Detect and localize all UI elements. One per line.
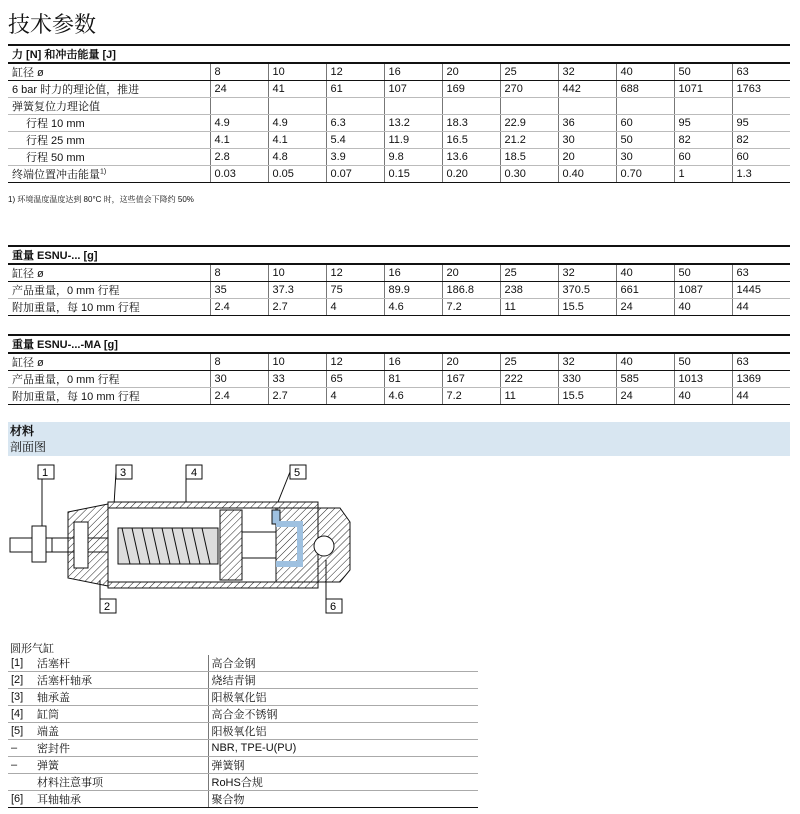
cell-value: 4.1 <box>268 132 326 149</box>
table-title: 力 [N] 和冲击能量 [J] <box>8 45 790 63</box>
bore-value: 50 <box>674 353 732 371</box>
svg-text:1: 1 <box>42 467 49 479</box>
svg-text:4: 4 <box>191 467 198 479</box>
cell-value: 9.8 <box>384 149 442 166</box>
cell-value: 370.5 <box>558 282 616 299</box>
bore-value: 10 <box>268 353 326 371</box>
cell-value: 33 <box>268 371 326 388</box>
cell-value: 40 <box>674 388 732 405</box>
cell-value: 0.07 <box>326 166 384 183</box>
cell-value: 4.1 <box>210 132 268 149</box>
cell-value: 442 <box>558 81 616 98</box>
cross-section-drawing <box>8 460 368 624</box>
callout-3 <box>114 465 132 505</box>
row-label <box>8 98 210 115</box>
cell-value: 4.9 <box>268 115 326 132</box>
cell-value: 167 <box>442 371 500 388</box>
cell-value: 30 <box>616 149 674 166</box>
cell-value <box>326 98 384 115</box>
row-label <box>8 132 210 149</box>
cell-value: 15.5 <box>558 388 616 405</box>
bore-label: 缸径 ø <box>8 63 210 81</box>
cell-value: 0.70 <box>616 166 674 183</box>
part-material: 高合金钢 <box>208 655 478 672</box>
page-title: 技术参数 <box>8 13 97 38</box>
cell-value: 222 <box>500 371 558 388</box>
bore-value: 12 <box>326 63 384 81</box>
part-name: 活塞杆 <box>34 655 208 672</box>
weight-table <box>8 245 790 316</box>
cell-value: 0.30 <box>500 166 558 183</box>
cell-value: 5.4 <box>326 132 384 149</box>
part-number: [5] <box>8 723 34 740</box>
cell-value: 238 <box>500 282 558 299</box>
section-view-label: 剖面图 <box>10 440 47 454</box>
cell-value: 107 <box>384 81 442 98</box>
bore-value: 32 <box>558 63 616 81</box>
cell-value: 0.15 <box>384 166 442 183</box>
cell-value: 89.9 <box>384 282 442 299</box>
table-row <box>8 388 790 405</box>
cell-value: 50 <box>616 132 674 149</box>
cell-value <box>616 98 674 115</box>
table-row <box>8 149 790 166</box>
bore-value: 25 <box>500 63 558 81</box>
cell-value: 1445 <box>732 282 790 299</box>
cell-value: 75 <box>326 282 384 299</box>
row-label <box>8 282 210 299</box>
cell-value: 2.7 <box>268 299 326 316</box>
cell-value: 60 <box>732 149 790 166</box>
row-label-text: 6 bar 时力的理论值，推进 <box>12 84 140 96</box>
bore-value: 10 <box>268 264 326 282</box>
part-material: 聚合物 <box>208 791 478 808</box>
cell-value: 169 <box>442 81 500 98</box>
cell-value: 11 <box>500 299 558 316</box>
part-material: NBR, TPE-U(PU) <box>208 740 478 757</box>
cell-value: 82 <box>674 132 732 149</box>
cell-value: 3.9 <box>326 149 384 166</box>
materials-header <box>8 422 790 456</box>
part-material: 高合金不锈钢 <box>208 706 478 723</box>
cell-value: 18.3 <box>442 115 500 132</box>
cell-value: 37.3 <box>268 282 326 299</box>
cell-value <box>442 98 500 115</box>
cell-value: 20 <box>558 149 616 166</box>
part-name: 缸筒 <box>34 706 208 723</box>
bore-value: 32 <box>558 353 616 371</box>
cell-value: 21.2 <box>500 132 558 149</box>
cell-value: 95 <box>732 115 790 132</box>
cell-value: 13.2 <box>384 115 442 132</box>
part-name: 轴承盖 <box>34 689 208 706</box>
part-name: 密封件 <box>34 740 208 757</box>
cell-value: 0.40 <box>558 166 616 183</box>
part-name: 弹簧 <box>34 757 208 774</box>
cell-value: 0.20 <box>442 166 500 183</box>
table-row <box>8 81 790 98</box>
cell-value: 60 <box>674 149 732 166</box>
part-number: [4] <box>8 706 34 723</box>
cell-value: 270 <box>500 81 558 98</box>
material-row <box>8 689 478 706</box>
cell-value: 44 <box>732 388 790 405</box>
cell-value: 4.8 <box>268 149 326 166</box>
part-material: 阳极氧化铝 <box>208 689 478 706</box>
material-row <box>8 655 478 672</box>
cell-value: 1763 <box>732 81 790 98</box>
cell-value: 1 <box>674 166 732 183</box>
cell-value: 1071 <box>674 81 732 98</box>
material-row <box>8 740 478 757</box>
cell-value: 2.4 <box>210 299 268 316</box>
bore-value: 16 <box>384 264 442 282</box>
cell-value: 40 <box>674 299 732 316</box>
table-row <box>8 132 790 149</box>
cell-value: 7.2 <box>442 388 500 405</box>
row-label-text: 产品重量，0 mm 行程 <box>12 374 120 386</box>
cell-value: 60 <box>616 115 674 132</box>
row-label <box>8 388 210 405</box>
row-label-text: 弹簧复位力理论值 <box>12 101 100 113</box>
row-label <box>8 115 210 132</box>
cell-value: 44 <box>732 299 790 316</box>
material-row <box>8 774 478 791</box>
cell-value: 7.2 <box>442 299 500 316</box>
cell-value: 36 <box>558 115 616 132</box>
row-label <box>8 371 210 388</box>
bore-value: 40 <box>616 63 674 81</box>
cell-value: 1.3 <box>732 166 790 183</box>
cell-value: 4.6 <box>384 299 442 316</box>
bore-value: 25 <box>500 353 558 371</box>
table-title: 重量 ESNU-... [g] <box>8 246 790 264</box>
bore-value: 63 <box>732 264 790 282</box>
part-number <box>8 774 34 791</box>
bore-value: 63 <box>732 63 790 81</box>
cell-value: 4.9 <box>210 115 268 132</box>
part-name: 耳轴轴承 <box>34 791 208 808</box>
bore-value: 8 <box>210 353 268 371</box>
cell-value <box>558 98 616 115</box>
svg-text:5: 5 <box>294 467 301 479</box>
materials-table <box>8 655 478 808</box>
force-table <box>8 44 790 183</box>
bore-value: 20 <box>442 264 500 282</box>
cell-value: 1087 <box>674 282 732 299</box>
cell-value: 1369 <box>732 371 790 388</box>
table-row <box>8 115 790 132</box>
svg-text:3: 3 <box>120 467 127 479</box>
cell-value: 30 <box>558 132 616 149</box>
bore-value: 32 <box>558 264 616 282</box>
row-label <box>8 81 210 98</box>
cell-value: 24 <box>210 81 268 98</box>
row-label <box>8 166 210 183</box>
cell-value <box>500 98 558 115</box>
cell-value: 24 <box>616 388 674 405</box>
table-row <box>8 98 790 115</box>
cell-value: 35 <box>210 282 268 299</box>
cell-value: 13.6 <box>442 149 500 166</box>
part-number: [3] <box>8 689 34 706</box>
table-row <box>8 166 790 183</box>
part-number: – <box>8 757 34 774</box>
table-row <box>8 371 790 388</box>
part-name: 活塞杆轴承 <box>34 672 208 689</box>
bore-value: 16 <box>384 63 442 81</box>
table-row <box>8 299 790 316</box>
cell-value: 0.05 <box>268 166 326 183</box>
part-material: 弹簧钢 <box>208 757 478 774</box>
cell-value: 15.5 <box>558 299 616 316</box>
cell-value: 1013 <box>674 371 732 388</box>
table-title: 重量 ESNU-...-MA [g] <box>8 335 790 353</box>
bore-value: 20 <box>442 63 500 81</box>
material-row <box>8 791 478 808</box>
cell-value: 11.9 <box>384 132 442 149</box>
bore-value: 20 <box>442 353 500 371</box>
row-label-text: 行程 10 mm <box>26 118 85 130</box>
footnote-marker: 1) <box>100 168 107 176</box>
bore-value: 8 <box>210 63 268 81</box>
cell-value: 61 <box>326 81 384 98</box>
material-row <box>8 672 478 689</box>
part-number: [6] <box>8 791 34 808</box>
cell-value: 688 <box>616 81 674 98</box>
bore-value: 25 <box>500 264 558 282</box>
cell-value <box>268 98 326 115</box>
cell-value: 81 <box>384 371 442 388</box>
cell-value: 18.5 <box>500 149 558 166</box>
part-name: 材料注意事项 <box>34 774 208 791</box>
callout-4 <box>186 465 202 505</box>
part-material: RoHS合规 <box>208 774 478 791</box>
weight-table-ma <box>8 334 790 405</box>
part-name: 端盖 <box>34 723 208 740</box>
table-row <box>8 282 790 299</box>
bore-value: 12 <box>326 353 384 371</box>
row-label <box>8 149 210 166</box>
material-row <box>8 757 478 774</box>
part-number: [1] <box>8 655 34 672</box>
svg-text:2: 2 <box>104 601 111 613</box>
cell-value <box>210 98 268 115</box>
cell-value: 22.9 <box>500 115 558 132</box>
bore-value: 10 <box>268 63 326 81</box>
cell-value: 2.7 <box>268 388 326 405</box>
bore-label: 缸径 ø <box>8 264 210 282</box>
cell-value: 0.03 <box>210 166 268 183</box>
bore-value: 40 <box>616 264 674 282</box>
row-label <box>8 299 210 316</box>
cell-value: 95 <box>674 115 732 132</box>
row-label-text: 行程 25 mm <box>26 135 85 147</box>
row-label-text: 附加重量，每 10 mm 行程 <box>12 391 140 403</box>
row-label-text: 附加重量，每 10 mm 行程 <box>12 302 140 314</box>
cell-value: 24 <box>616 299 674 316</box>
cell-value <box>674 98 732 115</box>
cell-value: 2.4 <box>210 388 268 405</box>
part-number: [2] <box>8 672 34 689</box>
cell-value: 6.3 <box>326 115 384 132</box>
cell-value: 330 <box>558 371 616 388</box>
cell-value: 186.8 <box>442 282 500 299</box>
cell-value: 2.8 <box>210 149 268 166</box>
svg-text:6: 6 <box>330 601 337 613</box>
bore-value: 50 <box>674 63 732 81</box>
cell-value: 4 <box>326 388 384 405</box>
cell-value: 4 <box>326 299 384 316</box>
cell-value: 16.5 <box>442 132 500 149</box>
material-row <box>8 723 478 740</box>
cell-value <box>384 98 442 115</box>
footnote: 1) 环境温度温度达到 80°C 时，这些值会下降约 50% <box>8 195 194 204</box>
row-label-text: 产品重量，0 mm 行程 <box>12 285 120 297</box>
materials-title: 材料 <box>10 424 35 438</box>
part-material: 烧结青铜 <box>208 672 478 689</box>
materials-caption: 圆形气缸 <box>10 643 54 655</box>
cell-value: 30 <box>210 371 268 388</box>
bore-value: 16 <box>384 353 442 371</box>
bore-value: 12 <box>326 264 384 282</box>
cell-value: 41 <box>268 81 326 98</box>
row-label-text: 终端位置冲击能量 <box>12 169 100 181</box>
cell-value: 4.6 <box>384 388 442 405</box>
bore-value: 8 <box>210 264 268 282</box>
cell-value: 82 <box>732 132 790 149</box>
part-material: 阳极氧化铝 <box>208 723 478 740</box>
cell-value <box>732 98 790 115</box>
bore-value: 63 <box>732 353 790 371</box>
cell-value: 65 <box>326 371 384 388</box>
bore-label: 缸径 ø <box>8 353 210 371</box>
cell-value: 11 <box>500 388 558 405</box>
bore-value: 50 <box>674 264 732 282</box>
cell-value: 585 <box>616 371 674 388</box>
row-label-text: 行程 50 mm <box>26 152 85 164</box>
cell-value: 661 <box>616 282 674 299</box>
bore-value: 40 <box>616 353 674 371</box>
part-number: – <box>8 740 34 757</box>
callout-1 <box>38 465 54 530</box>
material-row <box>8 706 478 723</box>
